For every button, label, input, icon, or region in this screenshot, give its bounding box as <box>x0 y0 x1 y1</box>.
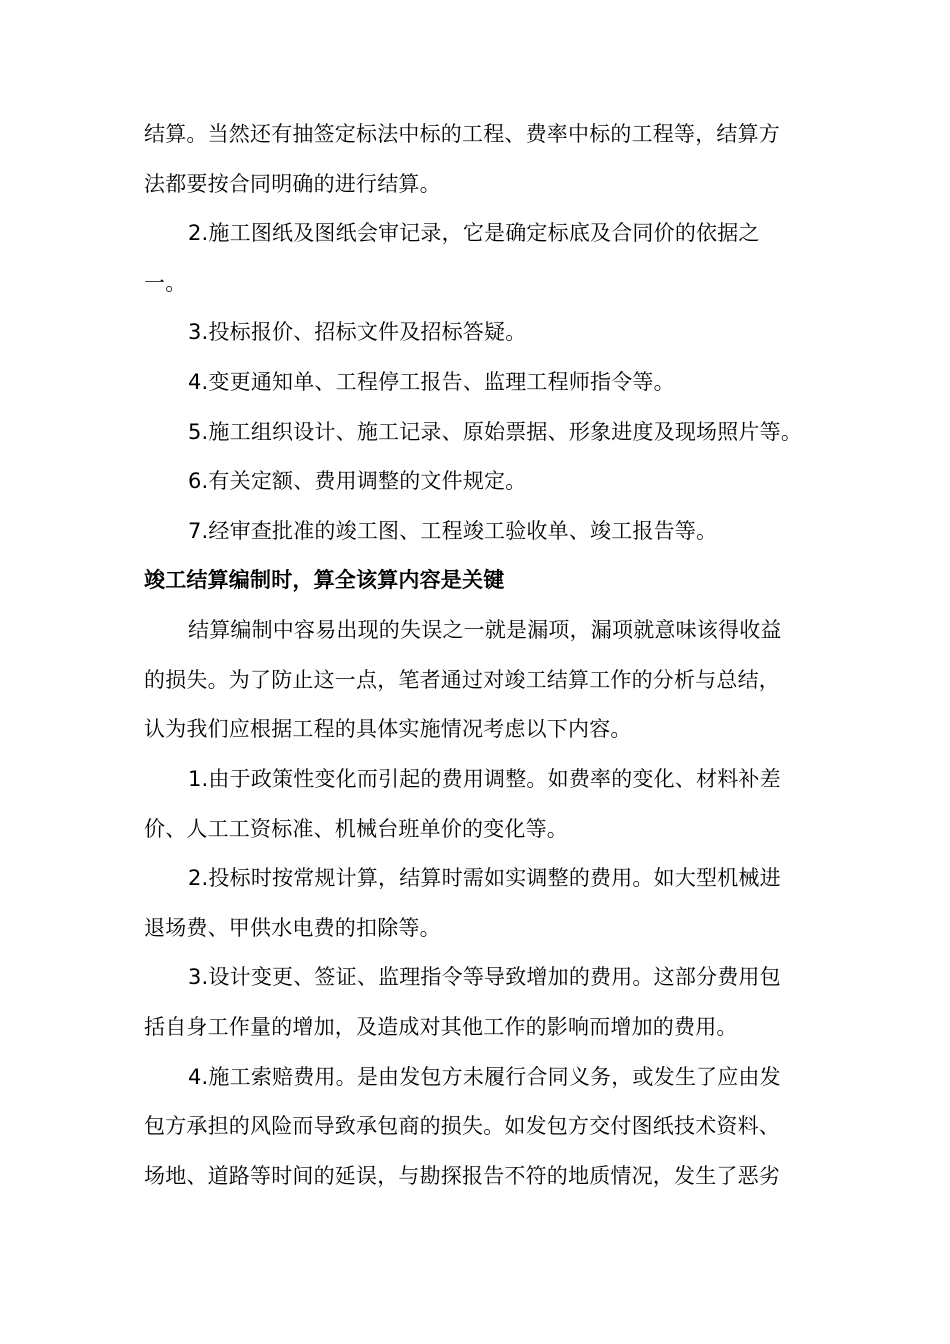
list-item-line: 3.设计变更、签证、监理指令等导致增加的费用。这部分费用包 <box>188 965 781 989</box>
list-item-line: 1.由于政策性变化而引起的费用调整。如费率的变化、材料补差 <box>188 767 781 791</box>
list-item-line: 4.施工索赔费用。是由发包方未履行合同义务，或发生了应由发 <box>188 1065 781 1089</box>
body-text-line: 的损失。为了防止这一点，笔者通过对竣工结算工作的分析与总结， <box>144 668 780 692</box>
body-text-line: 价、人工工资标准、机械台班单价的变化等。 <box>144 817 568 841</box>
list-item-line: 3.投标报价、招标文件及招标答疑。 <box>188 320 527 344</box>
list-item-line: 6.有关定额、费用调整的文件规定。 <box>188 469 527 493</box>
body-text-line: 包方承担的风险而导致承包商的损失。如发包方交付图纸技术资料、 <box>144 1114 780 1138</box>
body-text-line: 退场费、甲供水电费的扣除等。 <box>144 916 441 940</box>
list-item-line: 5.施工组织设计、施工记录、原始票据、形象进度及现场照片等。 <box>188 420 803 444</box>
body-text-line: 认为我们应根据工程的具体实施情况考虑以下内容。 <box>144 717 632 741</box>
body-text-line: 一。 <box>144 271 187 295</box>
body-text-line: 括自身工作量的增加，及造成对其他工作的影响而增加的费用。 <box>144 1015 738 1039</box>
list-item-line: 2.投标时按常规计算，结算时需如实调整的费用。如大型机械进 <box>188 866 781 890</box>
body-text-line: 结算。当然还有抽签定标法中标的工程、费率中标的工程等，结算方 <box>144 122 780 146</box>
list-item-line: 4.变更通知单、工程停工报告、监理工程师指令等。 <box>188 370 675 394</box>
list-item-line: 2.施工图纸及图纸会审记录，它是确定标底及合同价的依据之 <box>188 221 760 245</box>
list-item-line: 7.经审查批准的竣工图、工程竣工验收单、竣工报告等。 <box>188 519 718 543</box>
body-text-line: 场地、道路等时间的延误，与勘探报告不符的地质情况，发生了恶劣 <box>144 1164 780 1188</box>
section-heading: 竣工结算编制时，算全该算内容是关键 <box>144 568 505 592</box>
body-text-line: 法都要按合同明确的进行结算。 <box>144 172 441 196</box>
body-text-line: 结算编制中容易出现的失误之一就是漏项，漏项就意味该得收益 <box>188 618 782 642</box>
